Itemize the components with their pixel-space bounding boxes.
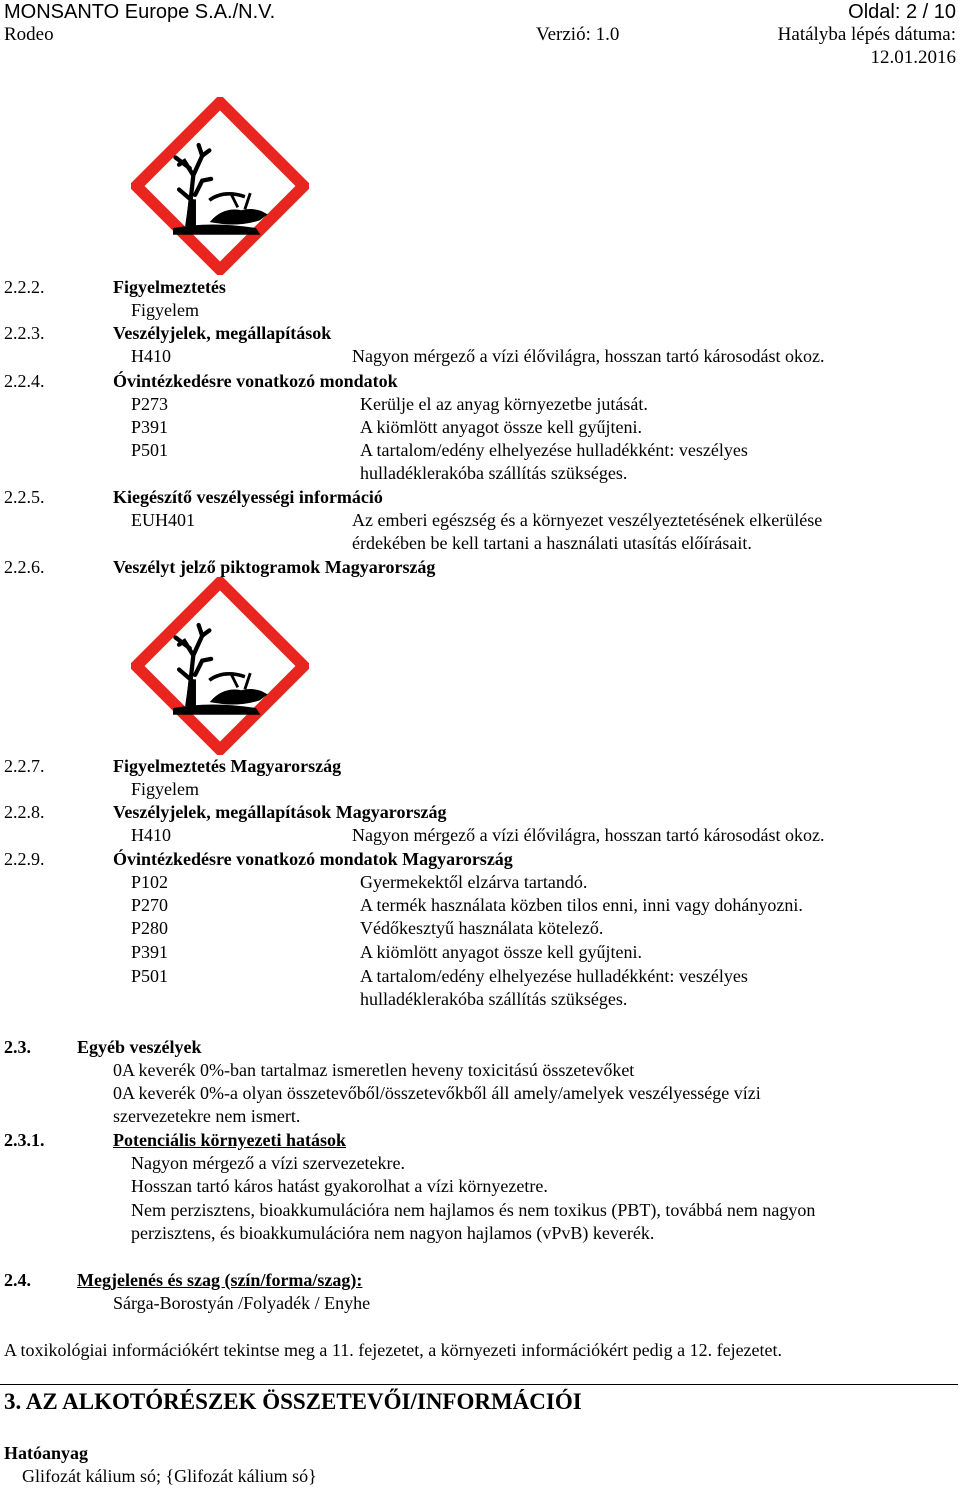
section-title-2-2-5: Kiegészítő veszélyességi információ bbox=[113, 487, 383, 507]
section-number-2-3-1: 2.3.1. bbox=[4, 1130, 45, 1150]
hazard-code: H410 bbox=[131, 346, 171, 366]
hazard-code-hu: H410 bbox=[131, 825, 171, 845]
section-title-2-2-8: Veszélyjelek, megállapítások Magyarország bbox=[113, 802, 447, 822]
precaution-code-hu: P270 bbox=[131, 895, 169, 915]
euh-statement: Az emberi egészség és a környezet veszélyeztetésének elkerülése bbox=[352, 510, 823, 530]
precaution-code-hu: P280 bbox=[131, 918, 169, 938]
precaution-statement-hu-cont: hulladéklerakóba szállítás szükséges. bbox=[360, 989, 628, 1009]
section-title-2-3-1: Potenciális környezeti hatások bbox=[113, 1130, 346, 1150]
euh-code: EUH401 bbox=[131, 510, 195, 530]
reference-note: A toxikológiai információkért tekintse meg a 11. fejezetet, a környezeti információkért pedig a 12. fejezetet. bbox=[4, 1340, 783, 1360]
section-title-2-2-7: Figyelmeztetés Magyarország bbox=[113, 756, 342, 776]
ghs09-environment-icon bbox=[131, 577, 309, 755]
section-number-2-4: 2.4. bbox=[4, 1270, 31, 1290]
section-number-2-2-3: 2.2.3. bbox=[4, 323, 45, 343]
precaution-code: P273 bbox=[131, 394, 169, 414]
effective-date: 12.01.2016 bbox=[870, 47, 956, 68]
other-hazards-line: 0A keverék 0%-ban tartalmaz ismeretlen heveny toxicitású összetevőket bbox=[113, 1060, 635, 1080]
precaution-statement: A tartalom/edény elhelyezése hulladékként: veszélyes bbox=[360, 440, 748, 460]
environmental-effect-line: Nagyon mérgező a vízi szervezetekre. bbox=[131, 1153, 406, 1173]
section-number-2-2-7: 2.2.7. bbox=[4, 756, 45, 776]
precaution-statement-hu: Gyermekektől elzárva tartandó. bbox=[360, 872, 588, 892]
other-hazards-line: szervezetekre nem ismert. bbox=[113, 1106, 301, 1126]
precaution-statement: A kiömlött anyagot össze kell gyűjteni. bbox=[360, 417, 642, 437]
precaution-statement-hu: A termék használata közben tilos enni, inni vagy dohányozni. bbox=[360, 895, 803, 915]
effective-date-label: Hatályba lépés dátuma: bbox=[777, 24, 956, 45]
appearance-value: Sárga-Borostyán /Folyadék / Enyhe bbox=[113, 1293, 371, 1313]
ghs09-environment-icon bbox=[131, 97, 309, 275]
page-number: Oldal: 2 / 10 bbox=[848, 1, 956, 23]
precaution-statement-hu: A kiömlött anyagot össze kell gyűjteni. bbox=[360, 942, 642, 962]
precaution-statement-cont: hulladéklerakóba szállítás szükséges. bbox=[360, 463, 628, 483]
section-number-2-3: 2.3. bbox=[4, 1037, 31, 1057]
section-title-2-2-9: Óvintézkedésre vonatkozó mondatok Magyarország bbox=[113, 849, 513, 869]
active-ingredient-label: Hatóanyag bbox=[4, 1443, 89, 1463]
section-title-2-2-4: Óvintézkedésre vonatkozó mondatok bbox=[113, 371, 398, 391]
precaution-code: P391 bbox=[131, 417, 169, 437]
section-divider bbox=[0, 1384, 958, 1385]
section-number-2-2-2: 2.2.2. bbox=[4, 277, 45, 297]
signal-word: Figyelem bbox=[131, 300, 199, 320]
section-number-2-2-9: 2.2.9. bbox=[4, 849, 45, 869]
section-number-2-2-5: 2.2.5. bbox=[4, 487, 45, 507]
precaution-code: P501 bbox=[131, 440, 169, 460]
precaution-statement-hu: Védőkesztyű használata kötelező. bbox=[360, 918, 604, 938]
hazard-statement-hu: Nagyon mérgező a vízi élővilágra, hosszan tartó károsodást okoz. bbox=[352, 825, 825, 845]
section-title-2-2-2: Figyelmeztetés bbox=[113, 277, 226, 297]
section-title-2-2-6: Veszélyt jelző piktogramok Magyarország bbox=[113, 557, 436, 577]
section-number-2-2-6: 2.2.6. bbox=[4, 557, 45, 577]
product-name: Rodeo bbox=[4, 24, 54, 45]
precaution-code-hu: P102 bbox=[131, 872, 169, 892]
other-hazards-line: 0A keverék 0%-a olyan összetevőből/összetevőkből áll amely/amelyek veszélyessége vízi bbox=[113, 1083, 761, 1103]
euh-statement-cont: érdekében be kell tartani a használati utasítás előírásait. bbox=[352, 533, 752, 553]
section-title-2-3: Egyéb veszélyek bbox=[77, 1037, 202, 1057]
section-number-2-2-4: 2.2.4. bbox=[4, 371, 45, 391]
section-title-2-4: Megjelenés és szag (szín/forma/szag): bbox=[77, 1270, 363, 1290]
company-name: MONSANTO Europe S.A./N.V. bbox=[4, 1, 276, 23]
precaution-statement-hu: A tartalom/edény elhelyezése hulladékként: veszélyes bbox=[360, 966, 748, 986]
environmental-effect-line: Nem perzisztens, bioakkumulációra nem hajlamos és nem toxikus (PBT), továbbá nem nagyon bbox=[131, 1200, 816, 1220]
signal-word-hu: Figyelem bbox=[131, 779, 199, 799]
environmental-effect-line: perzisztens, és bioakkumulációra nem nagyon hajlamos (vPvB) keverék. bbox=[131, 1223, 655, 1243]
section-number-2-2-8: 2.2.8. bbox=[4, 802, 45, 822]
hazard-statement: Nagyon mérgező a vízi élővilágra, hosszan tartó károsodást okoz. bbox=[352, 346, 825, 366]
section-3-title: 3. AZ ALKOTÓRÉSZEK ÖSSZETEVŐI/INFORMÁCIÓI bbox=[4, 1389, 582, 1414]
precaution-statement: Kerülje el az anyag környezetbe jutását. bbox=[360, 394, 648, 414]
environmental-effect-line: Hosszan tartó káros hatást gyakorolhat a vízi környezetre. bbox=[131, 1176, 548, 1196]
precaution-code-hu: P501 bbox=[131, 966, 169, 986]
version: Verzió: 1.0 bbox=[536, 24, 620, 45]
section-title-2-2-3: Veszélyjelek, megállapítások bbox=[113, 323, 332, 343]
precaution-code-hu: P391 bbox=[131, 942, 169, 962]
active-ingredient-value: Glifozát kálium só; {Glifozát kálium só} bbox=[22, 1466, 317, 1486]
